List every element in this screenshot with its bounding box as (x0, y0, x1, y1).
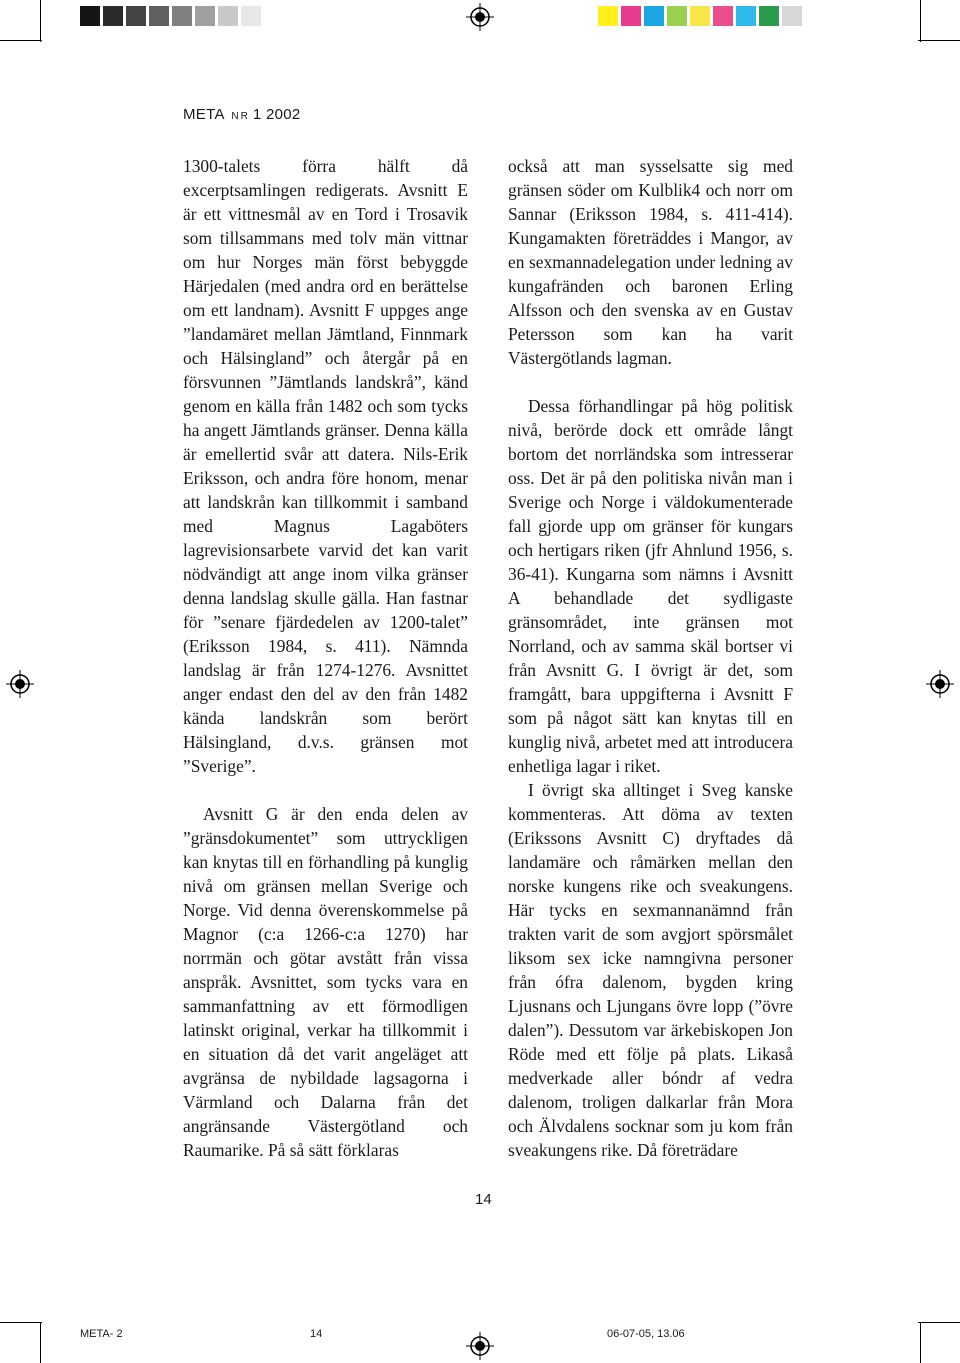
color-swatch (667, 6, 687, 26)
color-calibration-bar (598, 6, 805, 26)
paragraph: I övrigt ska alltinget i Sveg kanske kommenteras. Att döma av texten (Erikssons Avsnitt C) dryftades då landamäre och råmärken mellan den norske kungens rike och sveakungens. Här tycks en sexmannanämnd från trakten varit de som avgjort spörsmålet liksom sex icke namngivna personer från ófra dalenom, bygden kring Ljusnans och Ljungans övre lopp (”övre dalen”). Dessutom var ärkebiskopen Jon Röde med ett följe på plats. Likaså medverkade aller bóndr af vedra dalenom, troligen dalkarlar från Mora och Älvdalens socknar som ju kom från sveakungens rike. Då företrädare (508, 780, 793, 1160)
registration-mark-icon (926, 670, 954, 698)
color-swatch (218, 6, 238, 26)
crop-mark (920, 0, 921, 42)
color-swatch (782, 6, 802, 26)
color-swatch (713, 6, 733, 26)
color-swatch (621, 6, 641, 26)
grey-calibration-bar (80, 6, 264, 26)
issue-number: 1 2002 (252, 106, 301, 123)
crop-mark (40, 1322, 41, 1363)
crop-mark (0, 40, 42, 41)
crop-mark (40, 0, 41, 42)
page-number: 14 (475, 1191, 492, 1208)
color-swatch (172, 6, 192, 26)
color-swatch (736, 6, 756, 26)
running-head (183, 106, 301, 123)
paragraph: Dessa förhandlingar på hög politisk nivå, berörde dock ett område långt bortom det norrländska som intresserar oss. Det är på den politiska nivån man i Sverige och Norge i väldokumenterade fall gjorde upp om gränser för kungars och hertigars riken (jfr Ahnlund 1956, s. 36-41). Kungarna som nämns i Avsnitt A behandlade det sydligaste gränsområdet, inte gränsen mot Norrland, och av samma skäl bortser vi från Avsnitt G. I övrigt är det, som framgått, bara uppgifterna i Avsnitt F som på något sätt kan knytas till en kunglig nivå, arbetet med att introducera enhetliga lagar i riket. (508, 396, 793, 776)
paragraph: 1300-talets förra hälft då excerptsamlingen redigerats. Avsnitt E är ett vittnesmål av en Tord i Trosavik som tillsammans med tolv män vittnar om hur Norges män först bebyggde Härjedalen (med andra ord en berättelse om ett landnam). Avsnitt F uppges ange ”landamäret mellan Jämtland, Finnmark och Hälsingland” och återgår på en försvunnen ”Jämtlands landskrå”, känd genom en källa från 1482 och som tycks ha angett Jämtlands gränser. Denna källa är emellertid svår att datera. Nils-Erik Eriksson, och andra före honom, menar att landskrån kan tillkommit i samband med Magnus Lagaböters lagrevisionsarbete varvid det kan varit nödvändigt att ange inom vilka gränser denna landslag skulle gälla. Han fastnar för ”senare fjärdedelen av 1200-talet” (Eriksson 1984, s. 411). Nämnda landslag är från 1274-1276. Avsnittet anger endast den del av den från 1482 kända landskrån som berört Hälsingland, d.v.s. gränsen mot ”Sverige”. (183, 156, 468, 776)
color-swatch (149, 6, 169, 26)
color-swatch (80, 6, 100, 26)
left-text-column (183, 154, 468, 1162)
registration-mark-icon (6, 670, 34, 698)
color-swatch (195, 6, 215, 26)
slug-timestamp: 06-07-05, 13.06 (607, 1328, 685, 1340)
issue-nr-label: NR (231, 111, 250, 122)
registration-mark-icon (466, 1332, 494, 1360)
journal-title: META (183, 106, 224, 123)
crop-mark (0, 1322, 42, 1323)
registration-mark-icon (466, 3, 494, 31)
color-swatch (759, 6, 779, 26)
color-swatch (103, 6, 123, 26)
paragraph: också att man sysselsatte sig med gränsen söder om Kulblik4 och norr om Sannar (Eriksson 1984, s. 411-414). Kungamakten företräddes i Mangor, av en sexmannadelegation under ledning av kungafränden och baronen Erling Alfsson och den svenska av en Gustav Petersson som kan ha varit Västergötlands lagman. (508, 156, 793, 368)
slug-filename: META- 2 (80, 1328, 123, 1340)
color-swatch (126, 6, 146, 26)
color-swatch (598, 6, 618, 26)
paragraph: Avsnitt G är den enda delen av ”gränsdokumentet” som uttryckligen kan knytas till en förhandling på kunglig nivå om gränsen mellan Sverige och Norge. Vid denna överenskommelse på Magnor (c:a 1266-c:a 1270) har norrmän och götar avstått från vissa anspråk. Avsnittet, som tycks vara en sammanfattning av ett förmodligen latinskt original, verkar ha tillkommit i en situation då det varit angeläget att avgränsa de nybildade lagsagorna i Värmland och Dalarna från det angränsande Västergötland och Raumarike. På så sätt förklaras (183, 804, 468, 1160)
color-swatch (241, 6, 261, 26)
color-swatch (644, 6, 664, 26)
color-swatch (690, 6, 710, 26)
right-text-column (508, 154, 793, 1162)
slug-page: 14 (310, 1328, 323, 1340)
crop-mark (920, 1322, 921, 1363)
crop-mark (918, 40, 960, 41)
crop-mark (918, 1322, 960, 1323)
